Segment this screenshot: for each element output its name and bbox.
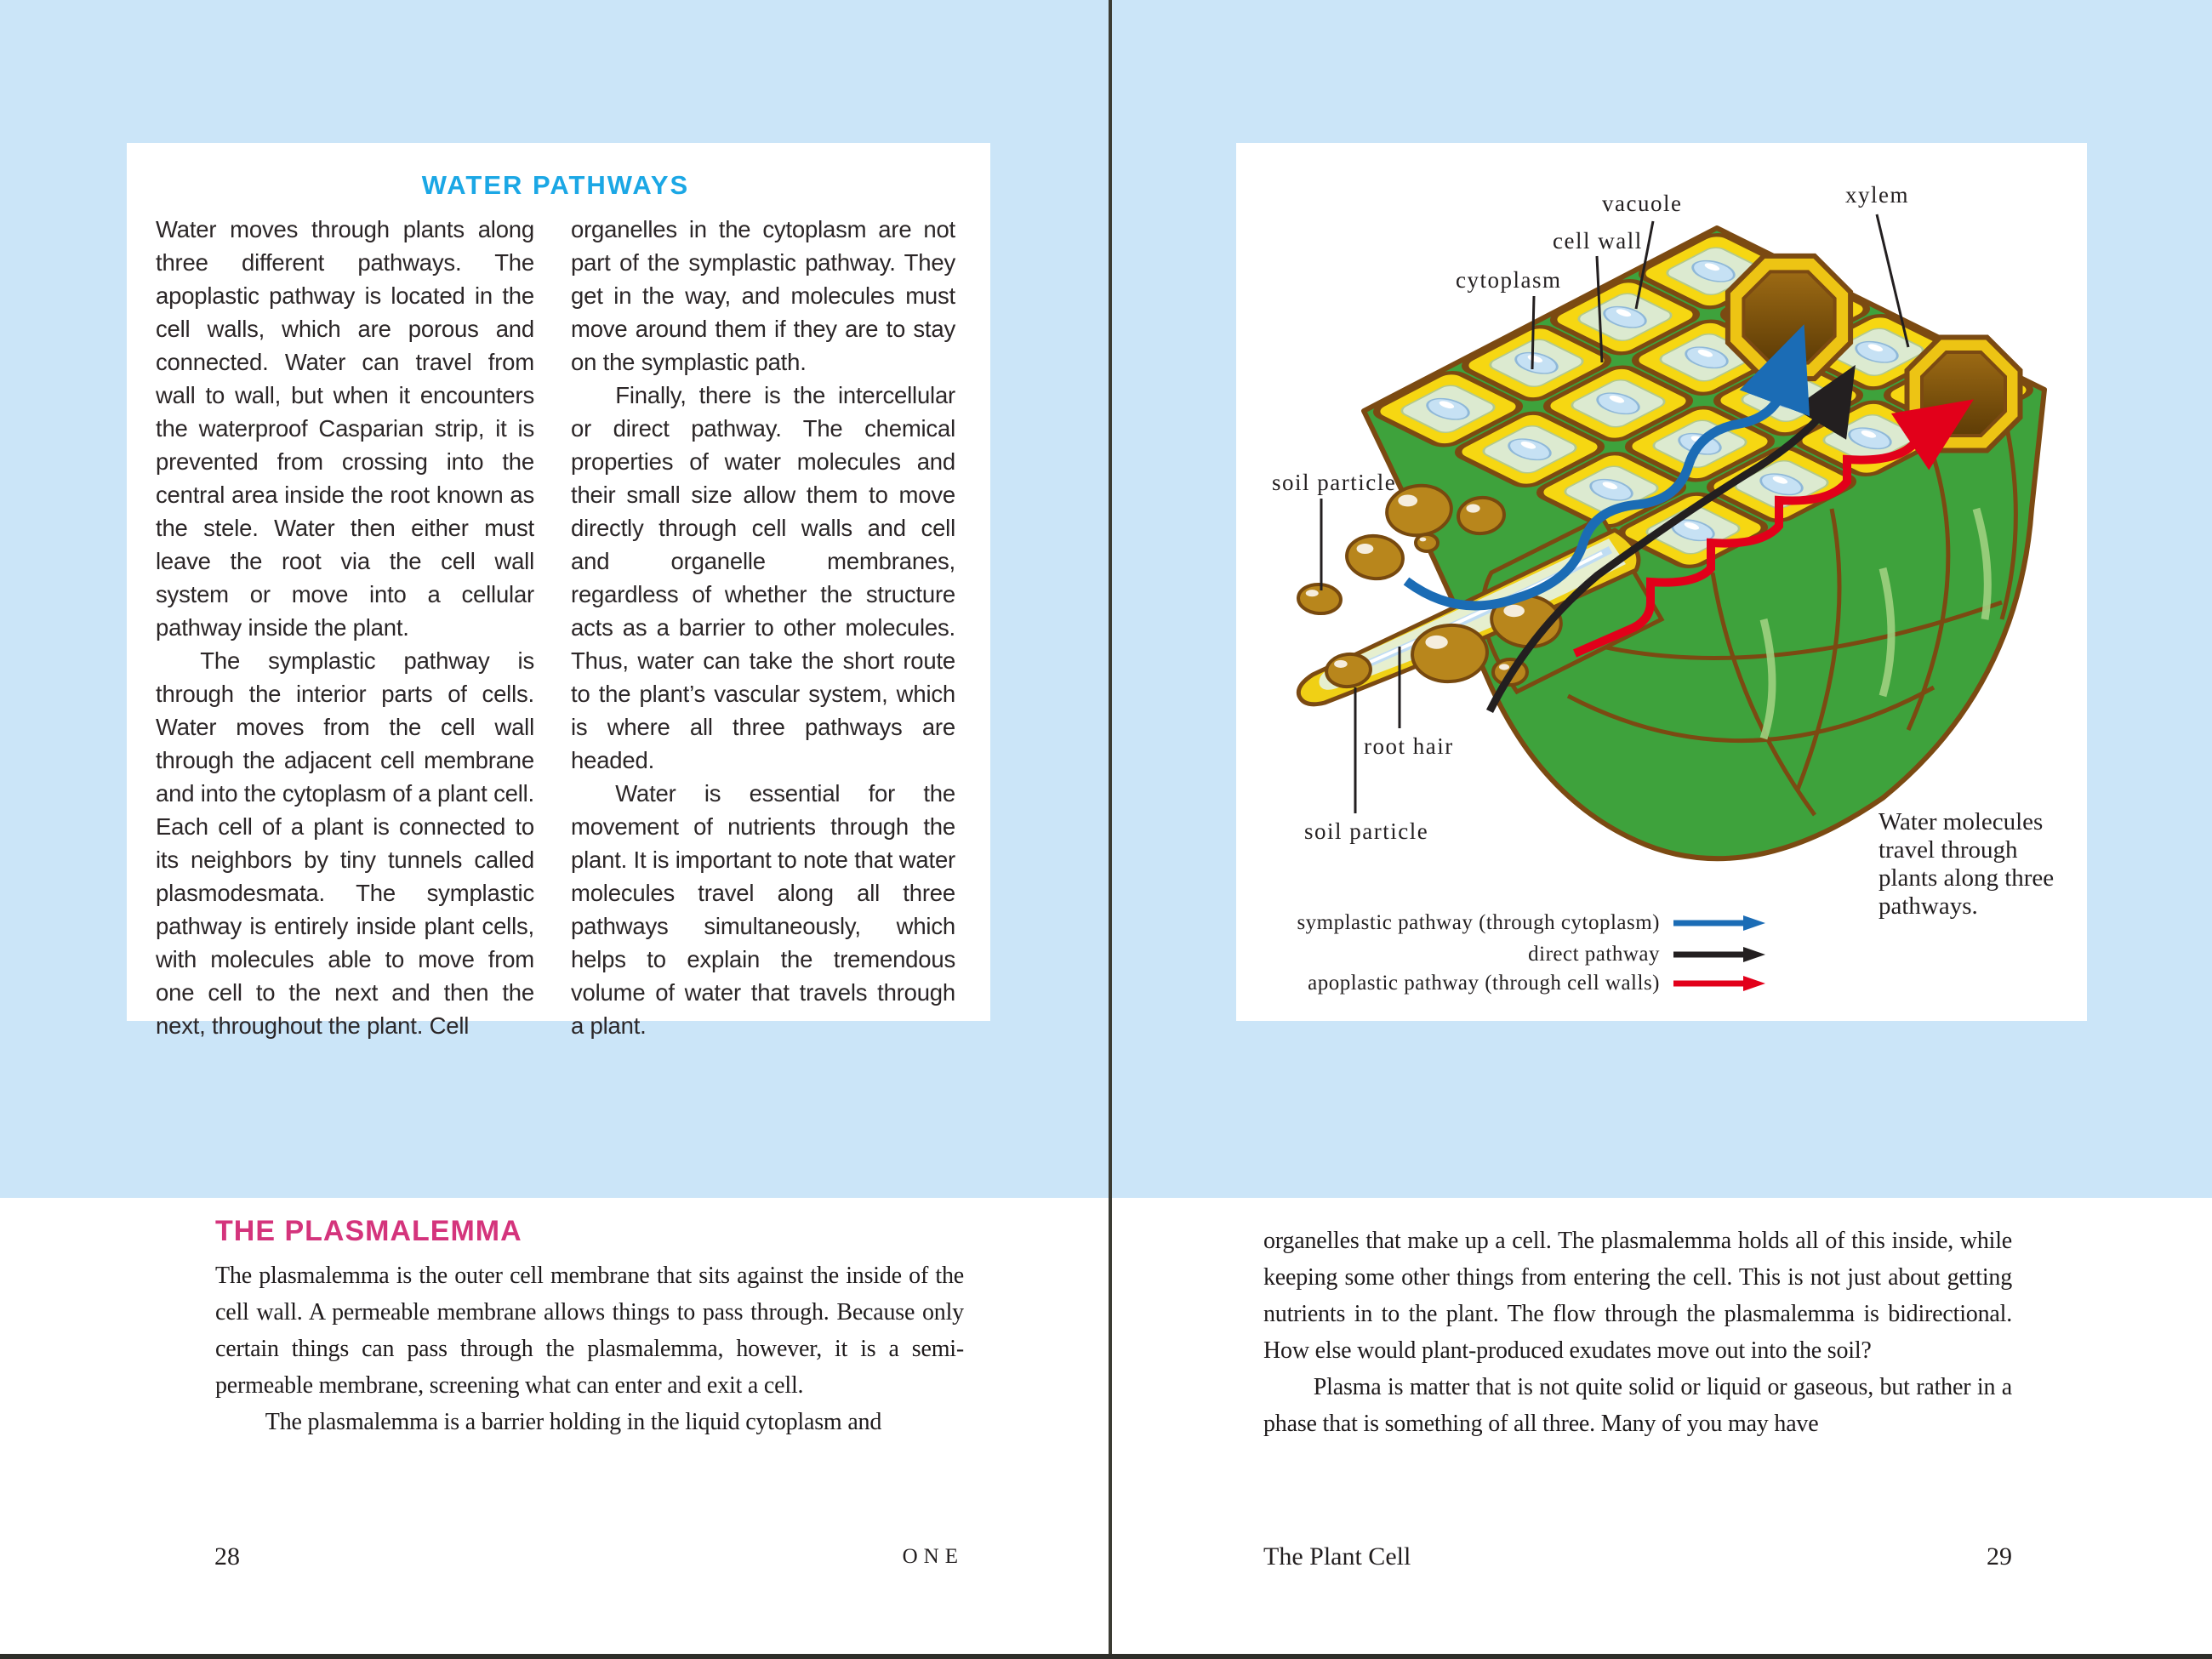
- paragraph: Plasma is matter that is not quite solid or liquid or gaseous, but rather in a phase that is something of all three. Many of you may have: [1263, 1374, 2012, 1437]
- legend-row-symplastic: [1297, 910, 1765, 936]
- plasmalemma-title: THE PLASMALEMMA: [215, 1215, 522, 1247]
- paragraph: Water moves through plants along three different pathways. The apoplastic pathway is located in the cell walls, which are porous and connected. Water can travel from wall to wall, but when it encounters the waterproof Casparian strip, it is prevented from crossing into the central area inside the root known as the stele. Water then either must leave the root via the cell wall system or move into a cellular pathway inside the plant.: [156, 216, 534, 641]
- spread-bottom-edge: [0, 1654, 2212, 1659]
- water-pathways-column-2: [571, 213, 955, 1042]
- right-page-body: [1263, 1223, 2012, 1442]
- paragraph: organelles that make up a cell. The plasmalemma holds all of this inside, while keeping some other things from entering the cell. This is not just about getting nutrients in to the plant. The flow through the plasmalemma is bidirectional. How else would plant-produced exudates move out into the soil?: [1263, 1228, 2012, 1364]
- label-xylem: xylem: [1845, 182, 1909, 208]
- page-number-right: 29: [1987, 1542, 2012, 1571]
- paragraph: Finally, there is the intercellular or direct pathway. The chemical properties of water molecules and their small size allow them to move directly through cell walls and cell and organelle membranes, regardless of whether the structure acts as a barrier to other molecules. Thus, water can take the short route to the plant’s vascular system, which is where all three pathways are headed.: [571, 382, 955, 773]
- legend-label: symplastic pathway (through cytoplasm): [1297, 911, 1660, 934]
- plasmalemma-section: [215, 1215, 964, 1440]
- chapter-footer: ONE: [902, 1545, 964, 1568]
- page-number-left: 28: [214, 1542, 240, 1571]
- paragraph: The plasmalemma is a barrier holding in the liquid cytoplasm and: [265, 1409, 882, 1435]
- figure-panel: [1236, 143, 2087, 1021]
- book-title-footer: The Plant Cell: [1263, 1542, 1411, 1571]
- figure-caption: Water molecules travel through plants along three pathways.: [1878, 808, 2055, 920]
- apoplastic-arrow-icon: [1672, 974, 1765, 993]
- legend-row-direct: [1528, 942, 1765, 967]
- label-soil-particle-bottom: soil particle: [1304, 818, 1429, 844]
- water-pathways-title: WATER PATHWAYS: [421, 170, 690, 200]
- water-pathways-panel: [127, 143, 990, 1039]
- paragraph: organelles in the cytoplasm are not part of the symplastic pathway. They get in the way, and molecules must move around them if they are to stay on the symplastic path.: [571, 216, 955, 375]
- label-cell-wall: cell wall: [1553, 228, 1643, 254]
- water-pathways-column-1: [156, 213, 534, 1042]
- paragraph: The plasmalemma is the outer cell membrane that sits against the inside of the cell wall. A permeable membrane allows things to pass through. Because only certain things can pass through the plasmalemma, however, it is a semi-permeable membrane, screening what can enter and exit a cell.: [215, 1263, 964, 1399]
- paragraph: Water is essential for the movement of nutrients through the plant. It is important to note that water molecules travel along all three pathways simultaneously, which helps to explain the tremendous volume of water that travels through a plant.: [571, 780, 955, 1039]
- label-soil-particle-top: soil particle: [1272, 470, 1397, 495]
- label-cytoplasm: cytoplasm: [1456, 267, 1562, 293]
- page-gutter-divider: [1109, 0, 1112, 1659]
- symplastic-arrow-icon: [1672, 914, 1765, 932]
- legend-row-apoplastic: [1308, 971, 1765, 996]
- direct-arrow-icon: [1672, 945, 1765, 964]
- legend-label: direct pathway: [1528, 943, 1660, 966]
- legend-label: apoplastic pathway (through cell walls): [1308, 972, 1660, 995]
- label-vacuole: vacuole: [1602, 191, 1683, 216]
- label-root-hair: root hair: [1364, 733, 1454, 759]
- paragraph: The symplastic pathway is through the interior parts of cells. Water moves from the cell wall through the adjacent cell membrane and into the cytoplasm of a plant cell. Each cell of a plant is connected to its neighbors by tiny tunnels called plasmodesmata. The symplastic pathway is entirely inside plant cells, with molecules able to move from one cell to the next and then the next, throughout the plant. Cell: [156, 647, 534, 1039]
